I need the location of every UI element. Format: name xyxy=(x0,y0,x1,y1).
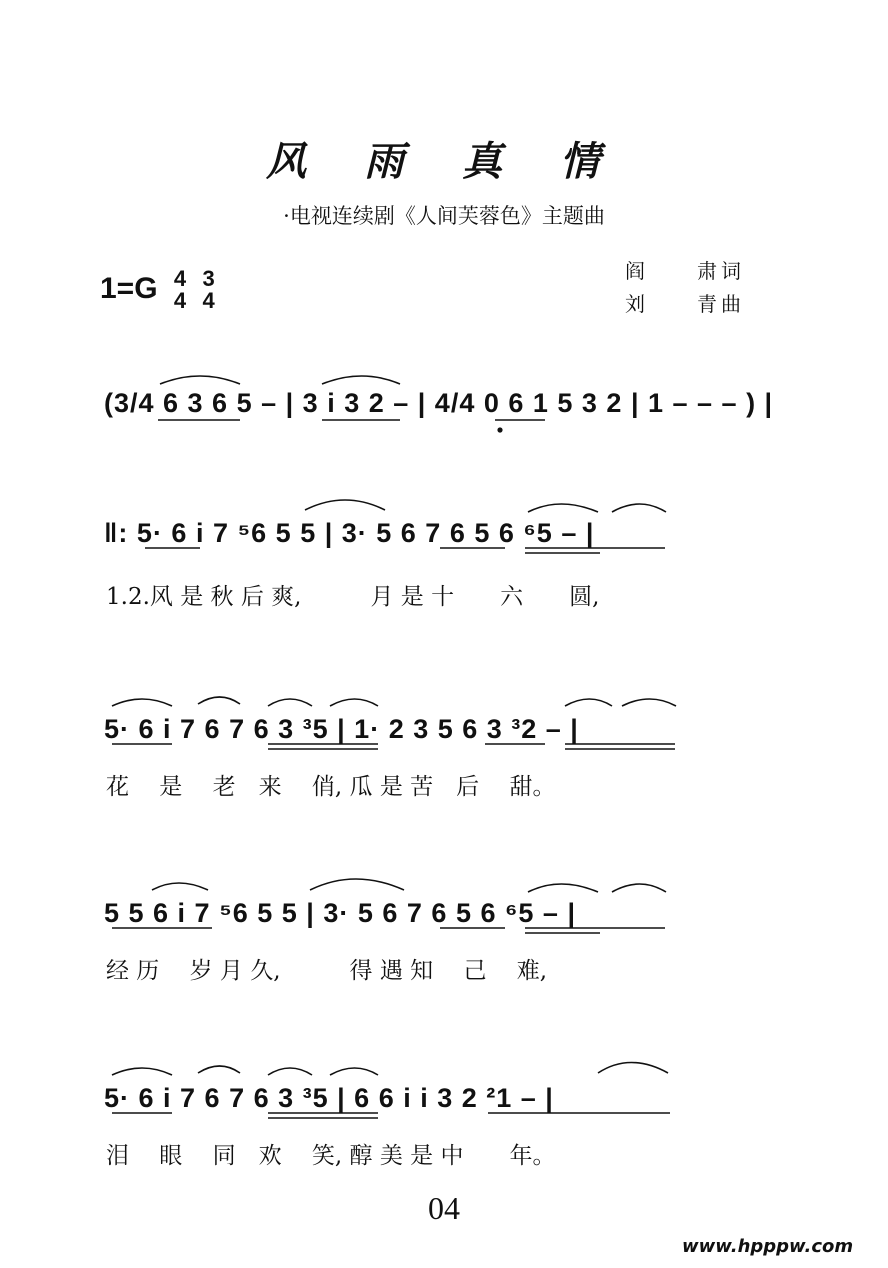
lyrics-line-1: 1.2.风 是 秋 后 爽, 月 是 十 六 圆, xyxy=(106,584,600,610)
key-label: 1=G xyxy=(100,271,158,305)
notation-line-intro: (3/4 6 3 6 5 – | 3 i 3 2 – | 4/4 0 6 1 5 3 2 | 1 – – – ) | xyxy=(104,388,774,418)
page-number: 04 xyxy=(428,1190,460,1226)
lyrics-line-4: 泪 眼 同 欢 笑, 醇 美 是 中 年。 xyxy=(106,1143,556,1169)
composer-credit: 刘 青曲 xyxy=(625,292,745,316)
lyrics-line-3: 经 历 岁 月 久, 得 遇 知 己 难, xyxy=(106,958,548,984)
slur xyxy=(310,879,404,890)
notation-line-1: ‖: 5· 6 i 7 ⁵6 5 5 | 3· 5 6 7 6 5 6 ⁶5 – | xyxy=(104,518,595,548)
slur xyxy=(268,1068,312,1075)
slur xyxy=(160,376,240,384)
slur xyxy=(268,699,312,706)
slur xyxy=(565,699,612,706)
slur xyxy=(330,1068,378,1075)
time-signature-1: 4 4 xyxy=(173,266,187,313)
subtitle: ·电视连续剧《人间芙蓉色》主题曲 xyxy=(283,204,605,228)
slur xyxy=(622,699,676,706)
slur xyxy=(528,884,598,892)
slur xyxy=(305,500,385,510)
lyrics-line-2: 花 是 老 来 俏, 瓜 是 苦 后 甜。 xyxy=(106,774,556,800)
slur xyxy=(612,884,666,892)
slur xyxy=(198,697,240,704)
notation-line-4: 5· 6 i 7 6 7 6 3 ³5 | 6 6 i i 3 2 ²1 – | xyxy=(104,1083,554,1113)
slur xyxy=(112,1068,172,1075)
watermark: www.hpppw.com xyxy=(682,1236,854,1257)
slur xyxy=(330,699,378,706)
low-octave-dot xyxy=(497,427,502,432)
page-title: 风 雨 真 情 xyxy=(266,138,622,185)
slur xyxy=(322,376,400,384)
slur xyxy=(598,1063,668,1074)
notation-line-3: 5 5 6 i 7 ⁵6 5 5 | 3· 5 6 7 6 5 6 ⁶5 – | xyxy=(104,898,576,928)
lyricist-credit: 阎 肃词 xyxy=(625,259,745,283)
slur xyxy=(152,883,208,890)
slur xyxy=(112,699,172,706)
slur xyxy=(198,1066,240,1073)
time-signature-2: 3 4 xyxy=(202,266,215,313)
slur xyxy=(612,504,666,512)
slur xyxy=(528,504,598,512)
notation-line-2: 5· 6 i 7 6 7 6 3 ³5 | 1· 2 3 5 6 3 ³2 – | xyxy=(104,714,579,744)
